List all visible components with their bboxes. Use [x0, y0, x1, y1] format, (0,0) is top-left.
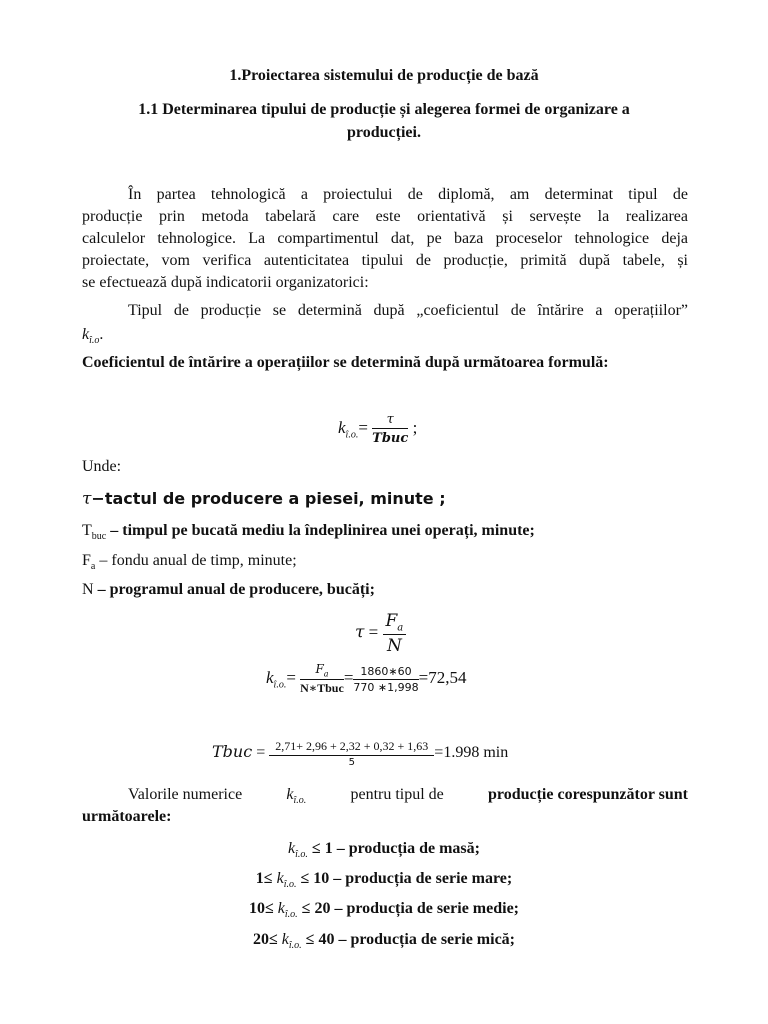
- p4-line-1: [128, 786, 688, 806]
- t-subscript: buc: [91, 531, 107, 543]
- unde-label: Unde:: [82, 458, 122, 475]
- p4-text-b: pentru tipul de: [350, 786, 444, 803]
- p4-line-2: următoarele:: [82, 808, 172, 825]
- p4-text-a: Valorile numerice: [128, 786, 243, 803]
- formula3-fraction-2: [353, 665, 418, 694]
- formula3-result: =72,54: [418, 668, 467, 688]
- tbuc-definition: – timpul pe bucată mediu la îndeplinirea unei operați, minute;: [106, 522, 535, 539]
- def-n: [82, 581, 375, 599]
- p2-line-2: [82, 326, 103, 346]
- formula4-num: 2,71+ 2,96 + 2,32 + 0,32 + 1,63: [269, 739, 434, 756]
- intro-line-1: În partea tehnologică a proiectului de diplomă, am determinat tipul de: [128, 186, 688, 203]
- formula4-fraction: [269, 739, 434, 768]
- formula1-num: τ: [372, 412, 408, 429]
- formula3-k: k: [266, 668, 274, 688]
- formula3-eq2: =: [343, 668, 354, 688]
- formula1-eq: =: [358, 417, 368, 437]
- tau-symbol: τ: [82, 489, 92, 509]
- formula2-num: $F_a$: [383, 611, 407, 635]
- k-subscript: î.o: [89, 335, 100, 347]
- k-symbol: k: [82, 326, 90, 343]
- tau-definition: −tactul de producere a piesei, minute ;: [91, 489, 446, 508]
- intro-line-5: se efectuează după indicatorii organizatorici:: [82, 274, 369, 291]
- formula2-eq: =: [368, 622, 379, 642]
- formula3-k-sub: î.o.: [273, 679, 287, 691]
- formula3-num2: 1860∗60: [353, 665, 418, 680]
- heading-1: 1.Proiectarea sistemului de producție de bază: [229, 67, 539, 84]
- formula3-fraction-1: [300, 662, 344, 696]
- formula4-lhs: Tbuc: [212, 742, 253, 762]
- formula1-k: k: [338, 417, 346, 437]
- heading-2-line1: 1.1 Determinarea tipului de producție și alegerea formei de organizare a: [138, 101, 630, 118]
- heading-2-line2: producției.: [347, 124, 421, 141]
- condition-3: $10\le k_{î.o.} \le 20$ – producția de serie medie;: [248, 900, 519, 921]
- formula2-den: N: [386, 636, 402, 657]
- formula4-result: =1.998 min: [434, 744, 509, 762]
- formula4-den: 5: [348, 757, 355, 768]
- intro-line-3: calculelor tehnologice. La compartimentul dat, pe baza proceselor tehnologice deja: [82, 230, 688, 247]
- formula2-lhs: τ: [355, 622, 365, 643]
- formula3-den2: 770 ∗1,998: [353, 680, 419, 694]
- condition-2: $1\le k_{î.o.} \le 10$ – producția de serie mare;: [255, 870, 513, 891]
- n-symbol: N: [82, 581, 94, 598]
- formula3-num: $F_a$: [300, 662, 344, 680]
- f-symbol: F: [82, 552, 91, 569]
- formula1-semicolon: ;: [412, 417, 418, 437]
- formula2-fraction: [383, 611, 407, 656]
- f-subscript: a: [90, 561, 96, 573]
- formula3-den: N∗Tbuc: [300, 681, 344, 696]
- formula-tau: [355, 611, 406, 656]
- n-definition: – programul anual de producere, bucăți;: [93, 581, 375, 598]
- formula3-eq: =: [286, 668, 296, 688]
- p4-k: $k_{î.o.}$: [286, 786, 307, 807]
- formula1-den: Tbuc: [372, 431, 409, 446]
- formula1-fraction: [372, 412, 408, 446]
- p3-text: Coeficientul de întărire a operațiilor se determină după următoarea formulă:: [82, 354, 609, 371]
- formula-k-value: [266, 662, 466, 696]
- formula4-eq: =: [256, 744, 266, 762]
- formula1-k-sub: î.o.: [345, 429, 359, 441]
- p2-line-1: Tipul de producție se determină după „coeficientul de întărire a operațiilor”: [128, 302, 688, 319]
- condition-4: $20\le k_{î.o.} \le 40$ – producția de serie mică;: [252, 931, 515, 952]
- t-symbol: T: [82, 522, 92, 539]
- intro-line-4: proiectate, vom verifica autenticitatea tipului de producție, primită după tabele, și: [82, 252, 688, 269]
- condition-1: $k_{î.o.} \le 1$ – producția de masă;: [288, 840, 480, 861]
- def-tau: [82, 489, 446, 509]
- def-tbuc: [82, 522, 535, 542]
- k-period: .: [99, 326, 104, 343]
- p4-text-c: producție corespunzător sunt: [487, 786, 688, 803]
- formula-tbuc: [212, 739, 508, 768]
- fa-definition: – fondu anual de timp, minute;: [95, 552, 297, 569]
- intro-line-2: producție prin metoda tabelară care este orientativă și servește la realizarea: [82, 208, 688, 225]
- formula-k-tau: [338, 412, 417, 446]
- def-fa: [82, 552, 297, 572]
